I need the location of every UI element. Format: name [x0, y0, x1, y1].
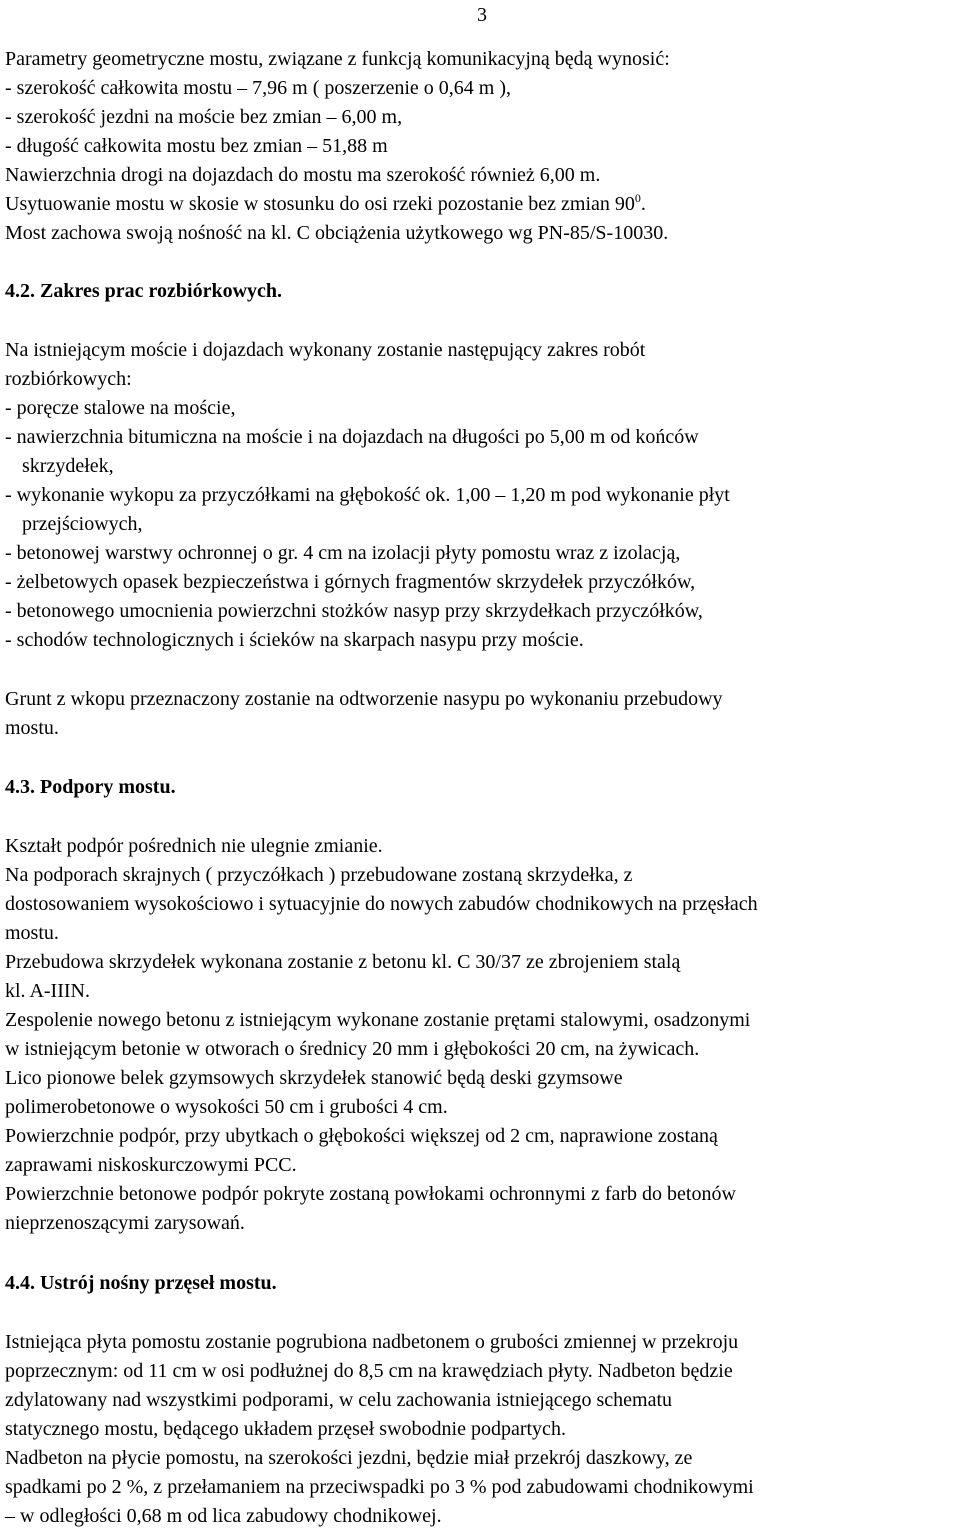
supports-line: w istniejącym betonie w otworach o średnicy 20 mm i głębokości 20 cm, na żywicach. — [5, 1038, 700, 1060]
section-heading-4-3: 4.3. Podpory mostu. — [5, 776, 176, 798]
supports-line: dostosowaniem wysokościowo i sytuacyjnie do nowych zabudów chodnikowych na przęsłach — [5, 893, 758, 915]
demolition-item: - schodów technologicznych i ścieków na skarpach nasypu przy moście. — [5, 629, 584, 651]
supports-line: nieprzenoszącymi zarysowań. — [5, 1212, 245, 1234]
page-number: 3 — [477, 4, 487, 26]
supports-line: Powierzchnie podpór, przy ubytkach o głębokości większej od 2 cm, naprawione zostaną — [5, 1125, 718, 1147]
supports-line: Kształt podpór pośrednich nie ulegnie zmianie. — [5, 835, 383, 857]
soil-text: Grunt z wkopu przeznaczony zostanie na odtworzenie nasypu po wykonaniu przebudowy — [5, 688, 723, 710]
demolition-item: - nawierzchnia bitumiczna na moście i na dojazdach na długości po 5,00 m od końców — [5, 426, 699, 448]
geometry-item: - długość całkowita mostu bez zmian – 51,88 m — [5, 135, 388, 157]
superstructure-line: statycznego mostu, będącego układem przęseł swobodnie podpartych. — [5, 1418, 566, 1440]
demolition-intro: Na istniejącym moście i dojazdach wykonany zostanie następujący zakres robót — [5, 339, 646, 361]
supports-line: Na podporach skrajnych ( przyczółkach ) przebudowane zostaną skrzydełka, z — [5, 864, 633, 886]
demolition-item-cont: skrzydełek, — [22, 455, 114, 477]
supports-line: Przebudowa skrzydełek wykonana zostanie z betonu kl. C 30/37 ze zbrojeniem stalą — [5, 951, 681, 973]
demolition-intro-cont: rozbiórkowych: — [5, 368, 132, 390]
supports-line: polimerobetonowe o wysokości 50 cm i grubości 4 cm. — [5, 1096, 448, 1118]
superstructure-line: – w odległości 0,68 m od lica zabudowy chodnikowej. — [5, 1505, 442, 1527]
soil-text-cont: mostu. — [5, 717, 59, 739]
surface-width-text: Nawierzchnia drogi na dojazdach do mostu ma szerokość również 6,00 m. — [5, 164, 601, 186]
demolition-item: - wykonanie wykopu za przyczółkami na głębokość ok. 1,00 – 1,20 m pod wykonanie płyt — [5, 484, 730, 506]
superstructure-line: spadkami po 2 %, z przełamaniem na przeciwspadki po 3 % pod zabudowami chodnikowymi — [5, 1476, 754, 1498]
superstructure-line: zdylatowany nad wszystkimi podporami, w celu zachowania istniejącego schematu — [5, 1389, 673, 1411]
supports-line: Lico pionowe belek gzymsowych skrzydełek stanowić będą deski gzymsowe — [5, 1067, 623, 1089]
geometry-intro: Parametry geometryczne mostu, związane z funkcją komunikacyjną będą wynosić: — [5, 48, 670, 70]
section-heading-4-2: 4.2. Zakres prac rozbiórkowych. — [5, 280, 283, 302]
supports-line: mostu. — [5, 922, 59, 944]
demolition-item: - poręcze stalowe na moście, — [5, 397, 236, 419]
supports-line: Zespolenie nowego betonu z istniejącym wykonane zostanie prętami stalowymi, osadzonymi — [5, 1009, 751, 1031]
supports-line: zaprawami niskoskurczowymi PCC. — [5, 1154, 297, 1176]
superstructure-line: Nadbeton na płycie pomostu, na szerokości jezdni, będzie miał przekrój daszkowy, ze — [5, 1447, 693, 1469]
geometry-item: - szerokość jezdni na moście bez zmian – 6,00 m, — [5, 106, 403, 128]
skew-text: Usytuowanie mostu w skosie w stosunku do osi rzeki pozostanie bez zmian $90^0$. — [5, 191, 646, 215]
demolition-item: - betonowej warstwy ochronnej o gr. 4 cm na izolacji płyty pomostu wraz z izolacją, — [5, 542, 681, 564]
supports-line: Powierzchnie betonowe podpór pokryte zostaną powłokami ochronnymi z farb do betonów — [5, 1183, 736, 1205]
degree-superscript: 0 — [634, 191, 641, 205]
supports-line: kl. A-IIIN. — [5, 980, 90, 1002]
superstructure-line: poprzecznym: od 11 cm w osi podłużnej do 8,5 cm na krawędziach płyty. Nadbeton będzie — [5, 1360, 733, 1382]
section-heading-4-4: 4.4. Ustrój nośny przęseł mostu. — [5, 1272, 277, 1294]
geometry-item: - szerokość całkowita mostu – 7,96 m ( poszerzenie o 0,64 m ), — [5, 77, 511, 99]
superstructure-line: Istniejąca płyta pomostu zostanie pogrubiona nadbetonem o grubości zmiennej w przekroju — [5, 1331, 739, 1353]
demolition-item-cont: przejściowych, — [22, 513, 143, 535]
capacity-text: Most zachowa swoją nośność na kl. C obciążenia użytkowego wg PN-85/S-10030. — [5, 222, 669, 244]
demolition-item: - betonowego umocnienia powierzchni stożków nasyp przy skrzydełkach przyczółków, — [5, 600, 703, 622]
demolition-item: - żelbetowych opasek bezpieczeństwa i górnych fragmentów skrzydełek przyczółków, — [5, 571, 696, 593]
